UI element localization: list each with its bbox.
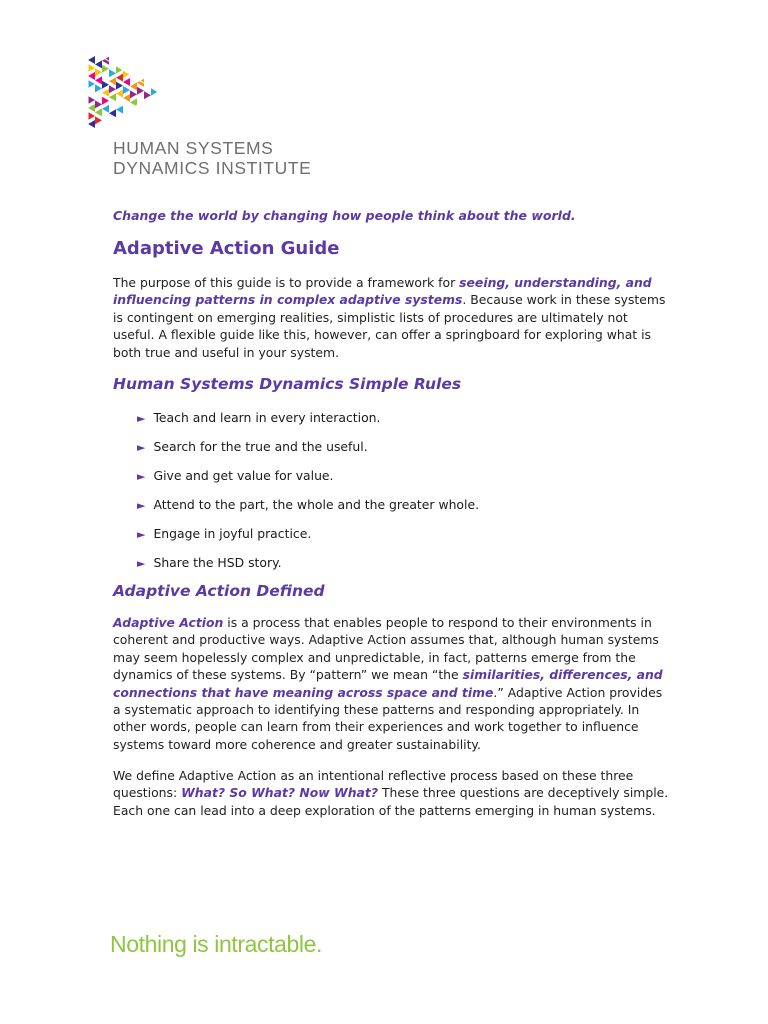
bullet-arrow-icon: ► xyxy=(137,528,146,541)
logo-triangle xyxy=(102,89,109,97)
rule-text: Search for the true and the useful. xyxy=(153,439,368,454)
list-item xyxy=(137,438,479,467)
bullet-arrow-icon: ► xyxy=(137,470,146,483)
org-name-line-2: DYNAMICS INSTITUTE xyxy=(113,158,312,178)
logo-triangle xyxy=(95,68,102,76)
page-title: Adaptive Action Guide xyxy=(113,238,340,259)
logo-triangle xyxy=(116,106,123,114)
logo-triangle xyxy=(123,78,130,86)
logo-triangle xyxy=(95,108,102,116)
logo-triangle xyxy=(95,100,102,108)
list-item xyxy=(137,554,479,583)
logo-triangle xyxy=(95,60,102,68)
hsd-logo-icon xyxy=(86,46,160,138)
tagline: Change the world by changing how people think about the world. xyxy=(113,208,576,223)
logo-triangle xyxy=(102,73,109,81)
logo-triangle xyxy=(144,91,151,99)
defined-heading: Adaptive Action Defined xyxy=(113,582,325,600)
rule-text: Teach and learn in every interaction. xyxy=(153,410,381,425)
logo-triangle xyxy=(88,96,95,104)
defined-paragraph xyxy=(113,614,673,753)
rule-text: Give and get value for value. xyxy=(153,468,334,483)
rules-heading: Human Systems Dynamics Simple Rules xyxy=(113,375,462,393)
logo-triangle xyxy=(88,56,95,64)
logo-triangle xyxy=(116,74,123,82)
logo-triangle xyxy=(130,98,137,106)
list-item xyxy=(137,467,479,496)
questions-emphasis: What? So What? Now What? xyxy=(181,785,379,801)
logo-triangle xyxy=(88,104,95,112)
questions-text-2: These three questions are deceptively simple. Each one can lead into a deep exploration of the patterns emerging in human systems. xyxy=(113,785,669,818)
rule-text: Engage in joyful practice. xyxy=(153,526,312,541)
rule-text: Share the HSD story. xyxy=(153,555,282,570)
logo-triangle xyxy=(88,72,95,80)
logo-triangle xyxy=(102,113,109,121)
logo-triangle xyxy=(102,105,109,113)
rule-text: Attend to the part, the whole and the greater whole. xyxy=(153,497,480,512)
org-name xyxy=(113,138,311,178)
logo-triangle xyxy=(109,85,116,93)
bullet-arrow-icon: ► xyxy=(137,412,146,425)
intro-paragraph xyxy=(113,274,673,361)
logo-triangle xyxy=(123,102,130,110)
intro-text-2: . Because work in these systems is contingent on emerging realities, simplistic lists of procedures are ultimately not useful. A flexible guide like this, however, can offer a springboard for exploring what is both true and useful in your system. xyxy=(113,292,666,360)
logo-triangle xyxy=(130,82,137,90)
list-item xyxy=(137,525,479,554)
logo-triangle xyxy=(95,92,102,100)
logo-triangle xyxy=(88,80,95,88)
logo-triangle xyxy=(123,94,130,102)
bullet-arrow-icon: ► xyxy=(137,499,146,512)
rules-list xyxy=(137,409,479,583)
logo-triangle xyxy=(116,98,123,106)
logo-triangle xyxy=(95,76,102,84)
logo-triangle xyxy=(109,101,116,109)
logo-triangle xyxy=(95,116,102,124)
intro-emphasis: seeing, understanding, and influencing patterns in complex adaptive systems xyxy=(113,275,652,308)
logo-triangle xyxy=(137,87,144,95)
logo-triangle xyxy=(88,120,95,128)
footer-slogan: Nothing is intractable. xyxy=(110,931,322,957)
list-item xyxy=(137,409,479,438)
questions-paragraph xyxy=(113,767,673,819)
logo-triangle xyxy=(130,90,137,98)
defined-text-2: .” Adaptive Action provides a systematic approach to identifying these patterns and responding appropriately. In other words, people can learn from their experiences and work together to influence systems toward more coherence and greater sustainability. xyxy=(113,684,663,752)
logo-triangle xyxy=(116,90,123,98)
defined-text-1: is a process that enables people to respond to their environments in coherent and productive ways. Adaptive Action assumes that, although human systems may seem hopelessly complex and unpredictable, in fact, patterns emerge from the dynamics of these systems. By “pattern” we mean “the xyxy=(113,615,659,683)
org-name-line-1: HUMAN SYSTEMS xyxy=(113,138,274,158)
questions-text-1: We define Adaptive Action as an intentional reflective process based on these three questions: xyxy=(113,768,634,801)
logo-triangle xyxy=(116,82,123,90)
logo-triangle xyxy=(123,86,130,94)
logo-triangle xyxy=(109,77,116,85)
logo-triangle xyxy=(102,97,109,105)
logo-triangle xyxy=(109,93,116,101)
logo-triangle xyxy=(88,88,95,96)
logo-triangle xyxy=(102,65,109,73)
logo-triangle xyxy=(109,69,116,77)
intro-text-1: The purpose of this guide is to provide a framework for xyxy=(113,275,460,290)
logo-triangle xyxy=(88,64,95,72)
logo-triangle xyxy=(109,109,116,117)
list-item xyxy=(137,496,479,525)
bullet-arrow-icon: ► xyxy=(137,441,146,454)
logo-triangle xyxy=(95,84,102,92)
defined-emphasis-1: Adaptive Action xyxy=(113,615,224,630)
logo-triangle xyxy=(88,112,95,120)
defined-emphasis-2: similarities, differences, and connections that have meaning across space and time xyxy=(113,667,663,700)
bullet-arrow-icon: ► xyxy=(137,557,146,570)
logo-triangle xyxy=(102,81,109,89)
